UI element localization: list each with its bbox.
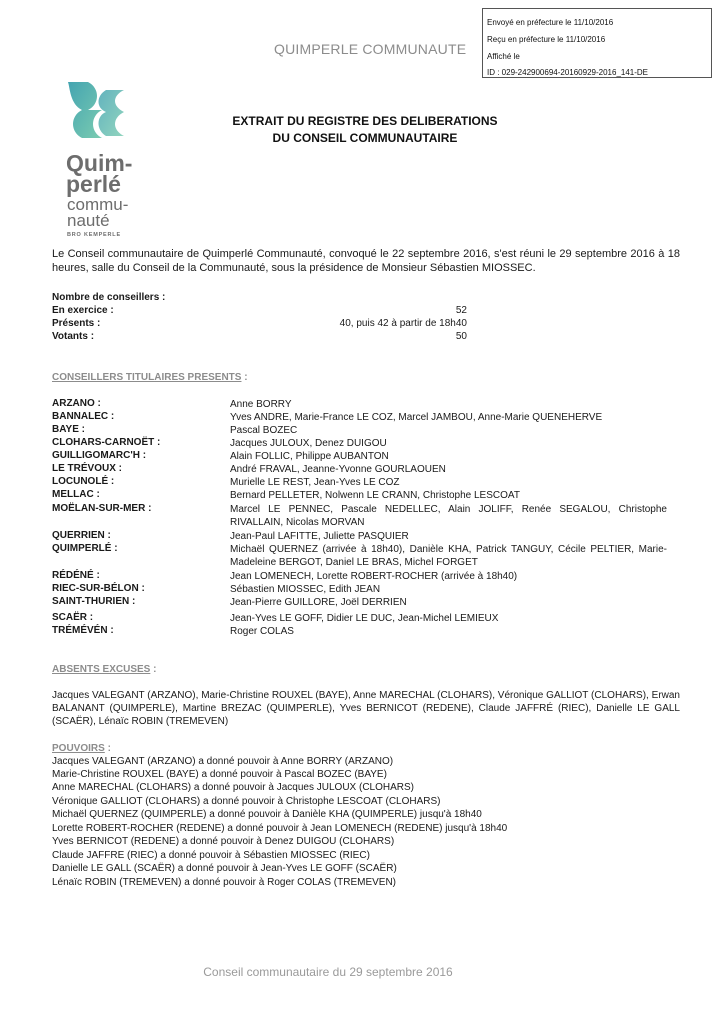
commune-label: QUIMPERLÉ :: [52, 543, 118, 554]
commune-label: MOËLAN-SUR-MER :: [52, 503, 152, 514]
stamp-received: Reçu en préfecture le 11/10/2016: [487, 35, 606, 44]
absents-heading: ABSENTS EXCUSES :: [52, 664, 157, 675]
stamp-sent: Envoyé en préfecture le 11/10/2016: [487, 18, 614, 27]
counts-votants-value: 50: [455, 331, 467, 342]
logo-line3: commu-: [67, 195, 129, 214]
commune-label: SAINT-THURIEN :: [52, 596, 136, 607]
document-title-line1: EXTRAIT DU REGISTRE DES DELIBERATIONS: [232, 114, 498, 128]
commune-members: Murielle LE REST, Jean-Yves LE COZ: [230, 477, 400, 488]
commune-label: CLOHARS-CARNOËT :: [52, 437, 161, 448]
counts-presents-label: Présents :: [52, 318, 101, 329]
counts-exercice-label: En exercice :: [52, 305, 114, 316]
pouvoir-item: Marie-Christine ROUXEL (BAYE) a donné pouvoir à Pascal BOZEC (BAYE): [52, 769, 387, 780]
commune-label: ARZANO :: [52, 398, 101, 409]
pouvoirs-heading: POUVOIRS :: [52, 743, 111, 754]
commune-members: Alain FOLLIC, Philippe AUBANTON: [230, 451, 389, 462]
commune-label: BANNALEC :: [52, 411, 115, 422]
counts-votants-label: Votants :: [52, 331, 95, 342]
commune-members: Michaël QUERNEZ (arrivée à 18h40), Danièle KHA, Patrick TANGUY, Cécile PELTIER, Marie-Madeleine BERGOT, Daniel LE BRAS, Michel FORGET: [230, 544, 667, 568]
counts-presents-value: 40, puis 42 à partir de 18h40: [339, 318, 467, 329]
commune-label: LE TRÉVOUX :: [52, 463, 123, 474]
pouvoir-item: Danielle LE GALL (SCAËR) a donné pouvoir à Jean-Yves LE GOFF (SCAËR): [52, 863, 397, 874]
logo-line5: BRO KEMPERLE: [67, 232, 121, 238]
commune-label: RÉDÉNÉ :: [52, 570, 100, 581]
pouvoir-item: Anne MARECHAL (CLOHARS) a donné pouvoir à Jacques JULOUX (CLOHARS): [52, 782, 414, 793]
commune-label: TRÉMÉVÉN :: [52, 625, 114, 636]
counts-heading: Nombre de conseillers :: [52, 292, 166, 303]
commune-members: Roger COLAS: [230, 626, 294, 637]
absents-list: Jacques VALEGANT (ARZANO), Marie-Christine ROUXEL (BAYE), Anne MARECHAL (CLOHARS), Véronique GALLIOT (CLOHARS), Erwan BALANANT (QUIMPERLE), Martine BREZAC (QUIMPERLE), Yves BERNICOT (REDENE), Claude JAFFRÉ (RIEC), Danielle LE GALL (SCAËR), Lénaïc ROBIN (TREMEVEN): [52, 690, 680, 727]
commune-label: LOCUNOLÉ :: [52, 476, 115, 487]
stamp-id: ID : 029-242900694-20160929-2016_141-DE: [487, 68, 649, 77]
pouvoir-item: Michaël QUERNEZ (QUIMPERLE) a donné pouvoir à Danièle KHA (QUIMPERLE) jusqu'à 18h40: [52, 809, 482, 820]
commune-members: Pascal BOZEC: [230, 425, 298, 436]
commune-members: Jean LOMENECH, Lorette ROBERT-ROCHER (arrivée à 18h40): [230, 571, 518, 582]
commune-label: SCAËR :: [52, 612, 94, 623]
logo-line1: Quim-: [66, 150, 133, 176]
document-title-line2: DU CONSEIL COMMUNAUTAIRE: [272, 131, 458, 145]
commune-label: GUILLIGOMARC'H :: [52, 450, 147, 461]
stamp-posted: Affiché le: [487, 52, 520, 61]
page-footer: Conseil communautaire du 29 septembre 2016: [203, 965, 453, 979]
commune-members: Yves ANDRE, Marie-France LE COZ, Marcel JAMBOU, Anne-Marie QUENEHERVE: [230, 412, 603, 423]
commune-members: Bernard PELLETER, Nolwenn LE CRANN, Christophe LESCOAT: [230, 490, 520, 501]
commune-members: Anne BORRY: [230, 399, 292, 410]
pouvoir-item: Jacques VALEGANT (ARZANO) a donné pouvoir à Anne BORRY (ARZANO): [52, 756, 394, 767]
pouvoir-item: Claude JAFFRE (RIEC) a donné pouvoir à Sébastien MIOSSEC (RIEC): [52, 850, 370, 861]
counts-exercice-value: 52: [455, 305, 467, 316]
commune-members: André FRAVAL, Jeanne-Yvonne GOURLAOUEN: [230, 464, 446, 475]
commune-members: Marcel LE PENNEC, Pascale NEDELLEC, Alain JOLIFF, Renée SEGALOU, Christophe RIVALLAIN, Nicolas MORVAN: [230, 504, 667, 528]
intro-paragraph: Le Conseil communautaire de Quimperlé Communauté, convoqué le 22 septembre 2016, s'est réuni le 29 septembre 2016 à 18 heures, salle du Conseil de la Communauté, sous la présidence de Monsieur Sébastien MIOSSEC.: [52, 248, 680, 274]
commune-label: QUERRIEN :: [52, 530, 111, 541]
header-organization: QUIMPERLE COMMUNAUTE: [274, 41, 467, 57]
commune-label: MELLAC :: [52, 489, 100, 500]
commune-members: Jean-Yves LE GOFF, Didier LE DUC, Jean-Michel LEMIEUX: [230, 613, 499, 624]
commune-members: Jean-Paul LAFITTE, Juliette PASQUIER: [230, 531, 409, 542]
logo-line2: perlé: [66, 171, 121, 197]
presents-heading: CONSEILLERS TITULAIRES PRESENTS :: [52, 372, 248, 383]
pouvoir-item: Lénaïc ROBIN (TREMEVEN) a donné pouvoir à Roger COLAS (TREMEVEN): [52, 877, 397, 888]
pouvoir-item: Lorette ROBERT-ROCHER (REDENE) a donné pouvoir à Jean LOMENECH (REDENE) jusqu'à 18h40: [52, 823, 508, 834]
pouvoir-item: Yves BERNICOT (REDENE) a donné pouvoir à Denez DUIGOU (CLOHARS): [52, 836, 395, 847]
logo-line4: nauté: [67, 211, 110, 230]
commune-label: RIEC-SUR-BÉLON :: [52, 583, 145, 594]
quimperle-logo: [62, 78, 146, 238]
commune-members: Jacques JULOUX, Denez DUIGOU: [230, 438, 387, 449]
commune-label: BAYE :: [52, 424, 85, 435]
pouvoir-item: Véronique GALLIOT (CLOHARS) a donné pouvoir à Christophe LESCOAT (CLOHARS): [52, 796, 441, 807]
commune-members: Sébastien MIOSSEC, Edith JEAN: [230, 584, 381, 595]
commune-members: Jean-Pierre GUILLORE, Joël DERRIEN: [230, 597, 407, 608]
prefecture-stamp: [482, 8, 712, 78]
